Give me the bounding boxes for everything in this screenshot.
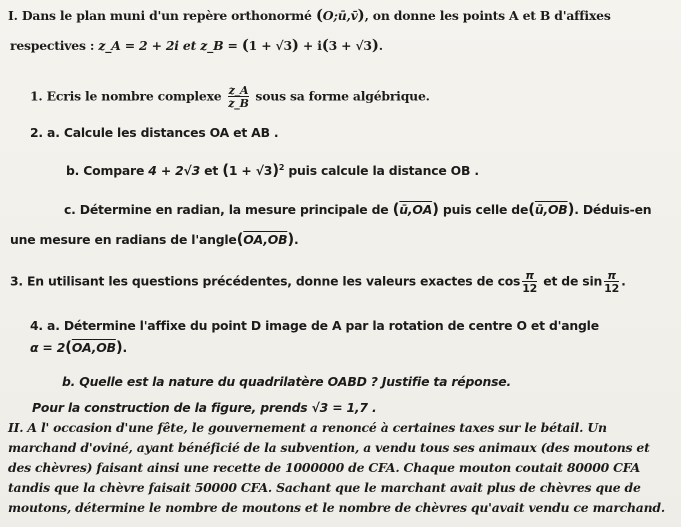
question-4b: b. Quelle est la nature du quadrilatère OABD ? Justifie ta réponse. (62, 374, 511, 389)
fraction-pi-12-sin: $\frac{\pi}{12}$ (604, 269, 620, 295)
question-4a-line2: α = 2(OA,OB). (30, 338, 128, 356)
fraction-pi-12-cos: $\frac{\pi}{12}$ (522, 269, 538, 295)
part1-intro-line2: respectives : z_A = 2 + 2i et z_B = (1 + √3) + i(3 + √3). (10, 36, 383, 54)
part2-line5: moutons, détermine le nombre de moutons et le nombre de chèvres qu'avait vendu ce marchand. (8, 500, 666, 515)
question-2c-line2: une mesure en radians de l'angle(OA,OB). (10, 230, 299, 248)
question-1: 1. Ecris le nombre complexe $\frac{z\_A}{z\_B}$ sous sa forme algébrique. (30, 84, 430, 110)
part2-line1: II. A l' occasion d'une fête, le gouvernement a renoncé à certaines taxes sur le bétail. Un (8, 420, 607, 435)
question-4a-line1: 4. a. Détermine l'affixe du point D image de A par la rotation de centre O et d'angle (30, 318, 599, 333)
construction-note: Pour la construction de la figure, prends √3 = 1,7 . (32, 400, 377, 415)
question-2a: 2. a. Calcule les distances OA et AB . (30, 125, 279, 140)
part2-line2: marchand d'oviné, ayant bénéficié de la subvention, a vendu tous ses animaux (des moutons et (8, 440, 650, 455)
question-3: 3. En utilisant les questions précédentes, donne les valeurs exactes de cos $\frac{\pi}{12}$ et de sin $\frac{\pi}{12}$ . (10, 269, 626, 295)
part2-line3: des chèvres) faisant ainsi une recette de 1000000 de CFA. Chaque mouton coutait 80000 CFA (8, 460, 641, 475)
fraction-zA-zB: $\frac{z\_A}{z\_B}$ (228, 84, 249, 110)
question-2b: b. Compare 4 + 2√3 et $(1 + √3)^2$ puis calcule la distance OB . (66, 161, 479, 179)
question-2c-line1: c. Détermine en radian, la mesure principale de (ū,OA) puis celle de(ū,OB). Déduis-en (64, 200, 652, 218)
part2-line4: tandis que la chèvre faisait 50000 CFA. Sachant que le marchant avait plus de chèvres que de (8, 480, 641, 495)
part1-intro-line1: I. Dans le plan muni d'un repère orthonormé (O;ū,v̄), on donne les points A et B d'affixes (8, 6, 611, 24)
